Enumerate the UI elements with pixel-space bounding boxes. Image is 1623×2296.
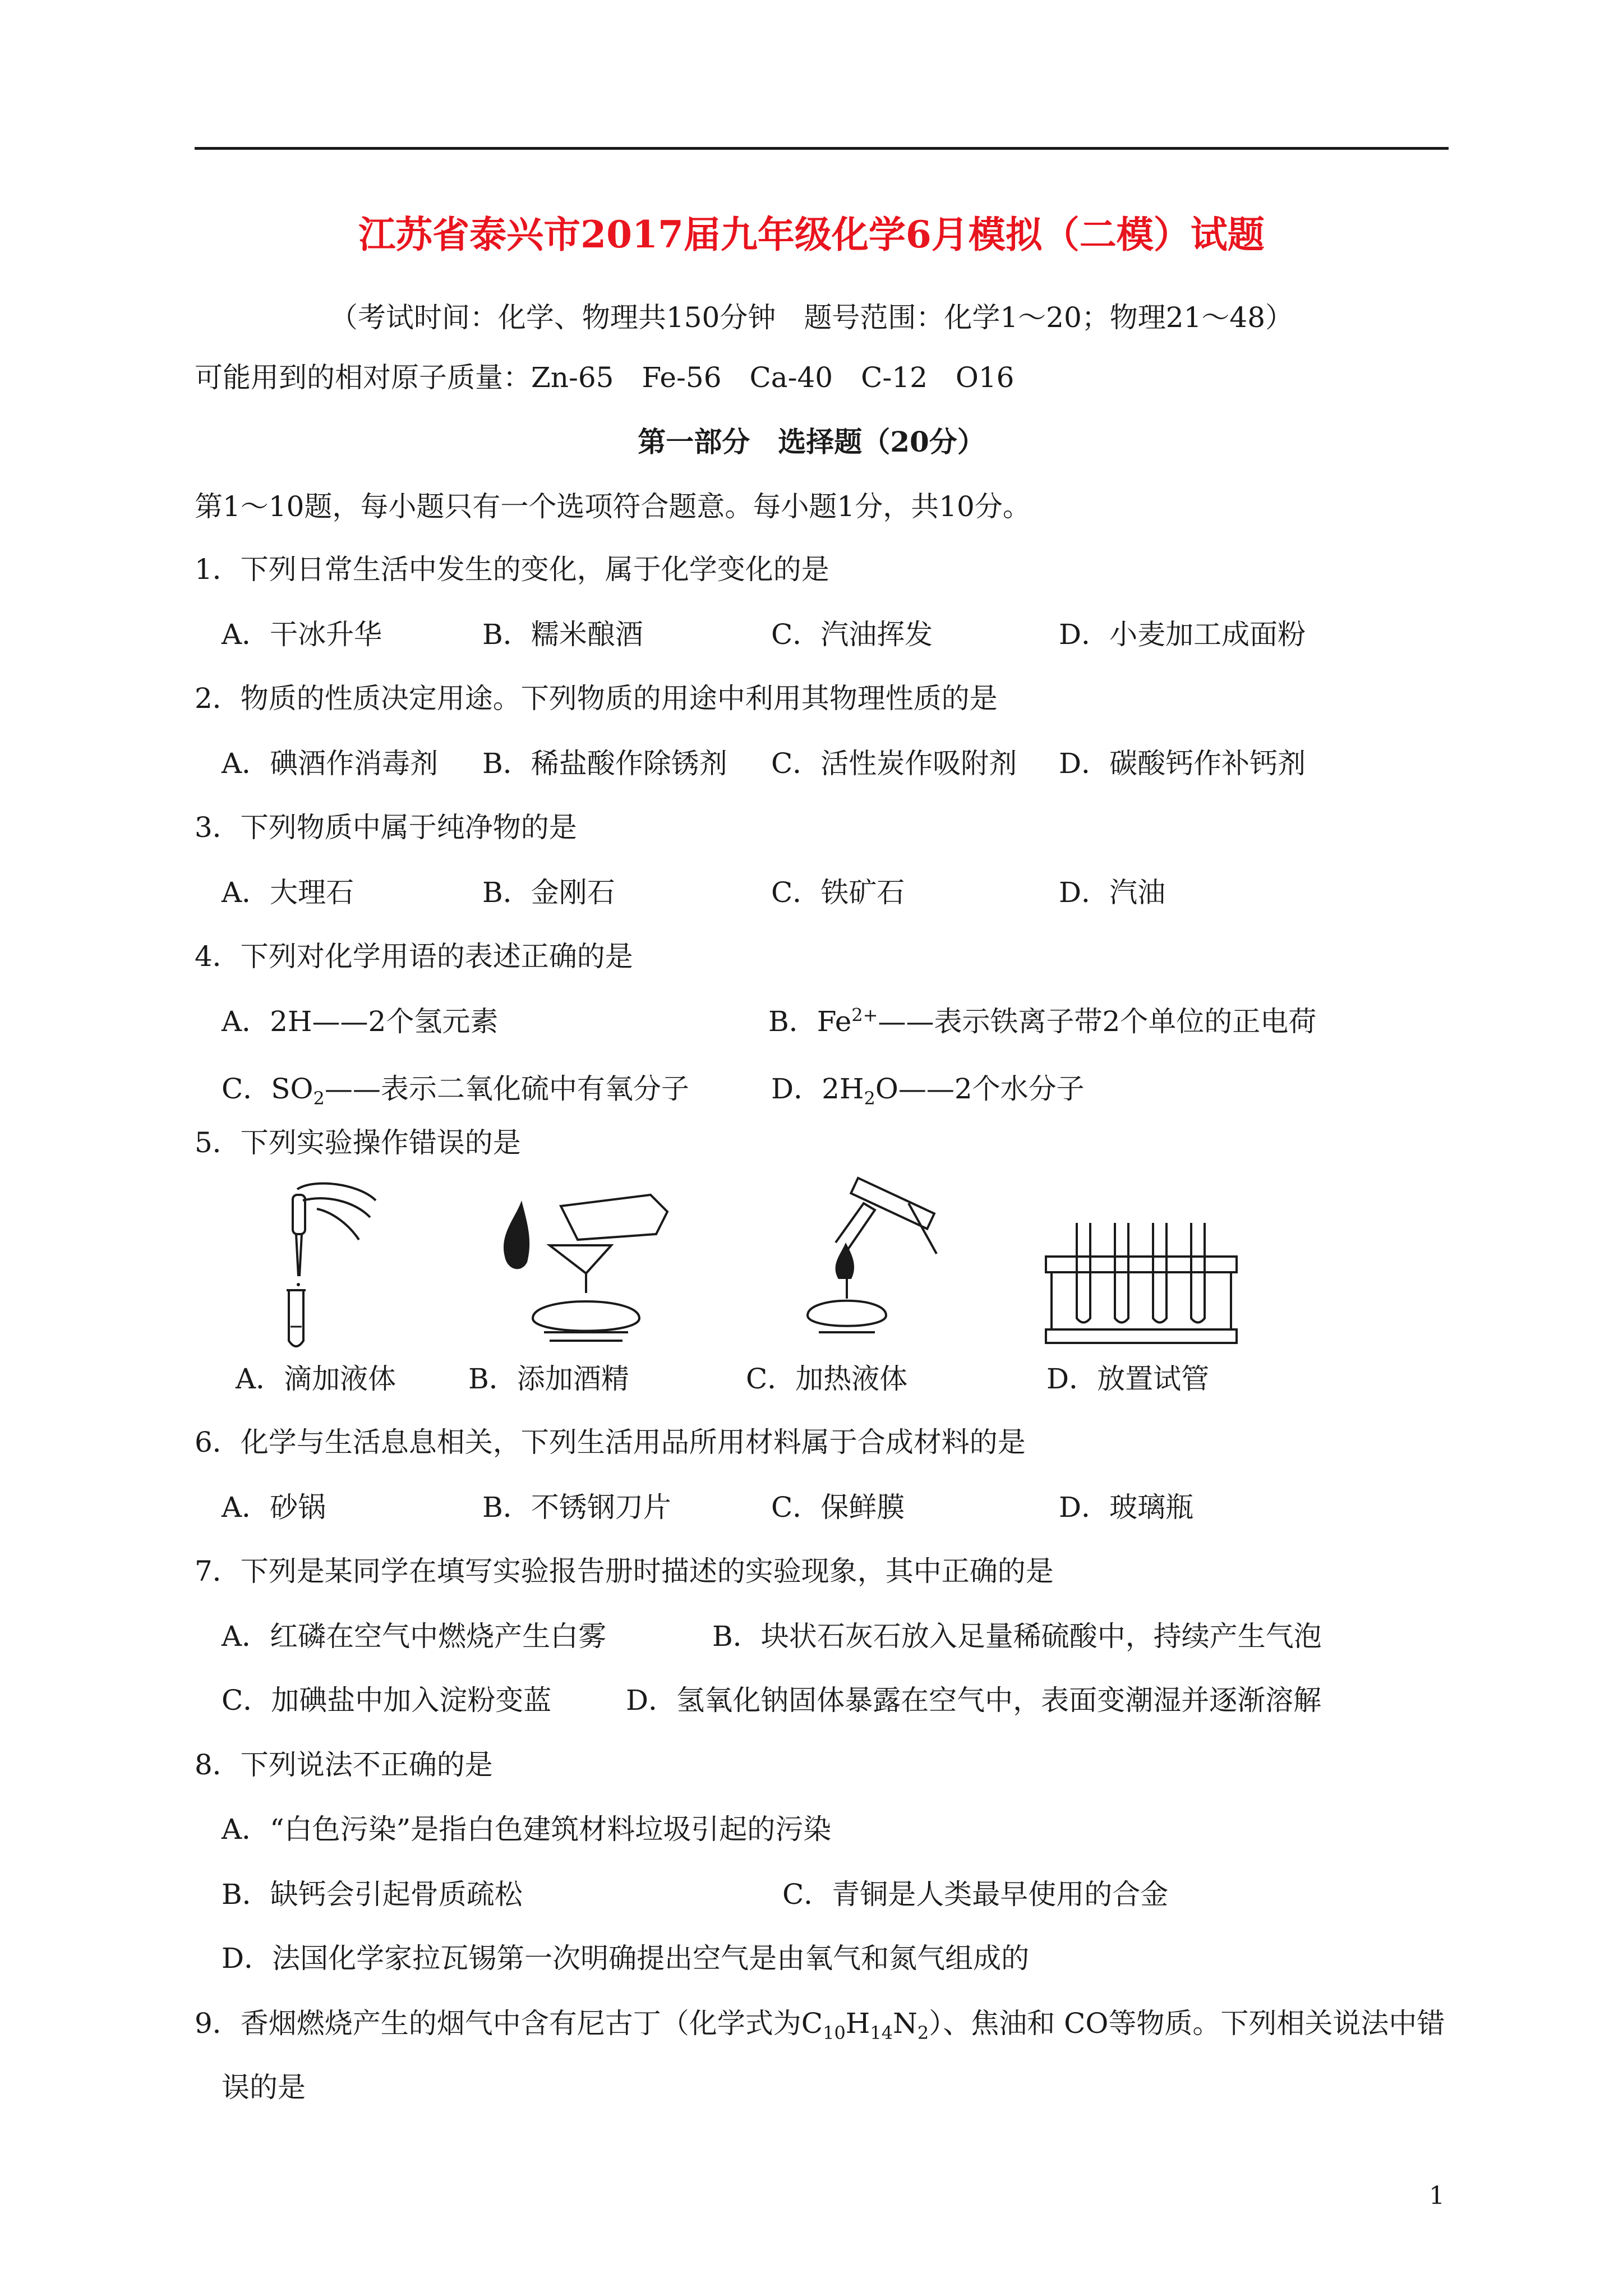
- q7-option-a: A．红磷在空气中燃烧产生白雾: [222, 1620, 607, 1653]
- q3-option-a: A．大理石: [222, 876, 354, 909]
- top-rule: [195, 147, 1449, 150]
- q8-option-a: A．“白色污染”是指白色建筑材料垃圾引起的污染: [222, 1813, 832, 1846]
- heating-liquid-figure: [774, 1170, 959, 1349]
- q1-stem: 1．下列日常生活中发生的变化，属于化学变化的是: [195, 553, 829, 586]
- exam-info: （考试时间：化学、物理共150分钟 题号范围：化学1～20；物理21～48）: [329, 301, 1294, 334]
- q8-option-d: D．法国化学家拉瓦锡第一次明确提出空气是由氧气和氮气组成的: [222, 1942, 1030, 1975]
- q2-option-d: D．碳酸钙作补钙剂: [1059, 747, 1306, 780]
- q5-option-a: A．滴加液体: [236, 1363, 396, 1395]
- q4-option-c: C．$SO_2——$表示二氧化硫中有氧分子: [222, 1073, 689, 1109]
- q6-option-c: C．保鲜膜: [771, 1491, 905, 1524]
- q4-stem: 4．下列对化学用语的表述正确的是: [195, 940, 633, 973]
- q3-stem: 3．下列物质中属于纯净物的是: [195, 811, 577, 844]
- q5-stem: 5．下列实验操作错误的是: [195, 1126, 521, 1159]
- q1-option-a: A．干冰升华: [222, 618, 382, 651]
- instruction: 第1～10题，每小题只有一个选项符合题意。每小题1分，共10分。: [195, 490, 1031, 523]
- q2-option-c: C．活性炭作吸附剂: [771, 747, 1017, 780]
- q4-option-a: A．2H——2个氢元素: [222, 1005, 499, 1038]
- q9-stem-continued: 误的是: [222, 2071, 306, 2104]
- q5-option-d: D．放置试管: [1046, 1363, 1210, 1395]
- q2-option-b: B．稀盐酸作除锈剂: [482, 747, 727, 780]
- page-title: 江苏省泰兴市2017届九年级化学6月模拟（二模）试题: [358, 213, 1265, 256]
- q6-option-d: D．玻璃瓶: [1059, 1491, 1194, 1524]
- q9-stem: 9．香烟燃烧产生的烟气中含有尼古丁（化学式为$C_{10}H_{14}N_2$）、焦油和 CO等物质。下列相关说法中错: [195, 2007, 1445, 2044]
- q1-option-d: D．小麦加工成面粉: [1059, 618, 1306, 651]
- q3-option-b: B．金刚石: [482, 876, 615, 909]
- q7-option-b: B．块状石灰石放入足量稀硫酸中，持续产生气泡: [712, 1620, 1322, 1653]
- q5-option-b: B．添加酒精: [468, 1363, 629, 1395]
- page-number: 1: [1429, 2182, 1445, 2210]
- q8-option-c: C．青铜是人类最早使用的合金: [782, 1878, 1169, 1911]
- q1-option-c: C．汽油挥发: [771, 618, 933, 651]
- atomic-masses: 可能用到的相对原子质量：Zn-65 Fe-56 Ca-40 C-12 O16: [195, 361, 1015, 394]
- section-heading: 第一部分 选择题（20分）: [638, 425, 985, 458]
- q8-stem: 8．下列说法不正确的是: [195, 1749, 493, 1781]
- q7-stem: 7．下列是某同学在填写实验报告册时描述的实验现象，其中正确的是: [195, 1555, 1054, 1588]
- q6-option-b: B．不锈钢刀片: [482, 1491, 671, 1524]
- q7-option-c: C．加碘盐中加入淀粉变蓝: [222, 1684, 552, 1717]
- q4-option-d: D．$2H_2O——2$个水分子: [771, 1073, 1085, 1109]
- alcohol-lamp-figure: [482, 1189, 684, 1352]
- q6-option-a: A．砂锅: [222, 1491, 326, 1524]
- test-tube-rack-figure: [1043, 1223, 1239, 1346]
- q1-option-b: B．糯米酿酒: [482, 618, 643, 651]
- q3-option-c: C．铁矿石: [771, 876, 905, 909]
- q4-option-b: B．$Fe^{2+}——$表示铁离子带2个单位的正电荷: [768, 1004, 1317, 1038]
- q2-stem: 2．物质的性质决定用途。下列物质的用途中利用其物理性质的是: [195, 682, 998, 715]
- q8-option-b: B．缺钙会引起骨质疏松: [222, 1878, 523, 1911]
- q6-stem: 6．化学与生活息息相关，下列生活用品所用材料属于合成材料的是: [195, 1426, 1026, 1458]
- q7-option-d: D．氢氧化钠固体暴露在空气中，表面变潮湿并逐渐溶解: [626, 1684, 1322, 1717]
- q3-option-d: D．汽油: [1059, 876, 1166, 909]
- q5-option-c: C．加热液体: [746, 1363, 908, 1395]
- q2-option-a: A．碘酒作消毒剂: [222, 747, 439, 780]
- dropper-figure: [264, 1178, 387, 1358]
